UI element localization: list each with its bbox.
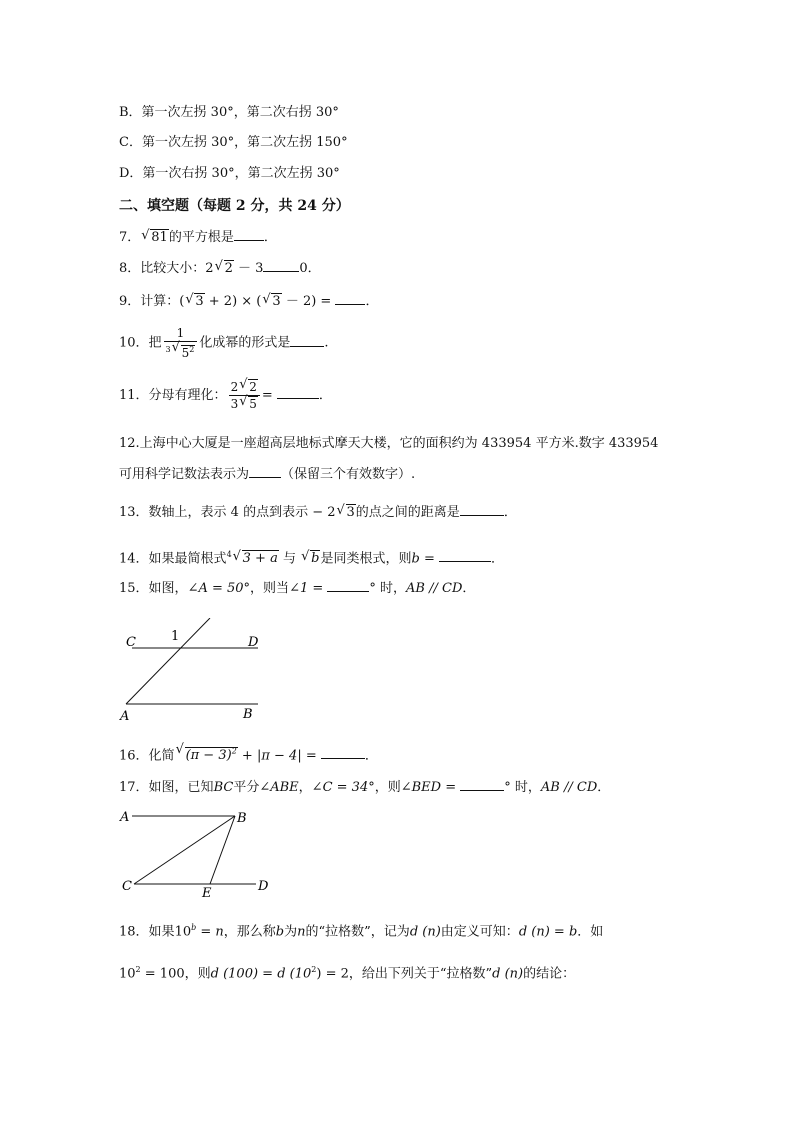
answer-blank[interactable] [439, 549, 491, 562]
question-18-line1: 18．如果10$^b$ = n，那么称b为n的“拉格数”，记为d (n)由定义可知：d (n) = b．如 [119, 923, 604, 940]
option-c: C．第一次左拐 30°，第二次左拐 150° [119, 135, 348, 150]
fraction: 2 √ 2 3 √ 5 [229, 379, 260, 412]
question-12-line2: 可用科学记数法表示为 （保留三个有效数字）. [119, 467, 416, 482]
answer-blank[interactable] [460, 778, 504, 791]
answer-blank[interactable] [290, 334, 324, 347]
option-b: B．第一次左拐 30°，第二次右拐 30° [119, 105, 339, 120]
label-b: B [243, 707, 253, 722]
answer-blank[interactable] [249, 465, 281, 478]
question-15: 15．如图，∠A = 50°，则当∠1 = ° 时，AB // CD． [119, 581, 476, 596]
answer-blank[interactable] [327, 579, 369, 592]
figure-17 [118, 806, 278, 901]
answer-blank[interactable] [321, 746, 365, 759]
answer-blank[interactable] [335, 292, 365, 305]
question-16: 16．化简 √ $(\pi - 3)^2 + |\pi - 4|$ = ． [119, 742, 378, 764]
label-1: 1 [171, 629, 180, 644]
question-18-line2: $10^2 = 100$，则d (100) = d $(10^2) = 2$，给出下列关于“拉格数”d (n)的结论： [119, 965, 576, 982]
answer-blank[interactable] [277, 386, 319, 399]
answer-blank[interactable] [460, 503, 504, 516]
answer-blank[interactable] [234, 228, 264, 241]
question-8: 8．比较大小：2 √ 2 － 3 0． [119, 259, 321, 276]
label-c: C [122, 879, 132, 894]
figure-15 [118, 618, 278, 728]
section-heading: 二、填空题（每题 2 分，共 24 分） [119, 198, 350, 214]
question-11: 11．分母有理化： 2 √ 2 3 √ 5 = ． [119, 377, 332, 411]
segment-cb [134, 816, 235, 884]
segment-be [210, 816, 235, 884]
question-13: 13．数轴上，表示 4 的点到表示 − 2 √ 3的点之间的距离是 ． [119, 503, 517, 520]
label-a: A [120, 709, 130, 724]
question-10: 10．把 1 $^3$ √ $5^2$ 化成幂的形式是 . [119, 326, 329, 360]
label-d: D [248, 635, 259, 650]
question-12-line1: 12.上海中心大厦是一座超高层地标式摩天大楼，它的面积约为 433954 平方米.数字 433954 [119, 436, 659, 451]
label-c: C [126, 635, 136, 650]
question-14: 14．如果最简根式$^4$ √ 3 + a 与 √ b是同类根式，则b = ． [119, 549, 505, 567]
sqrt-81: √ 81 [141, 228, 168, 245]
fraction: 1 $^3$ √ $5^2$ [164, 325, 198, 361]
answer-blank[interactable] [263, 259, 299, 272]
question-17: 17．如图，已知BC平分∠ABE，∠C = 34°，则∠BED = ° 时，AB // CD． [119, 780, 611, 795]
label-e: E [202, 886, 212, 901]
label-a: A [120, 810, 130, 825]
label-b: B [237, 811, 247, 826]
option-d: D．第一次右拐 30°，第二次左拐 30° [119, 166, 340, 181]
question-7: 7． √ 81的平方根是 ． [119, 228, 277, 248]
transversal [126, 618, 210, 704]
label-d: D [258, 879, 269, 894]
question-9: 9．计算：( √ 3 + 2) × ( √ 3 － 2) = ． [119, 292, 379, 309]
